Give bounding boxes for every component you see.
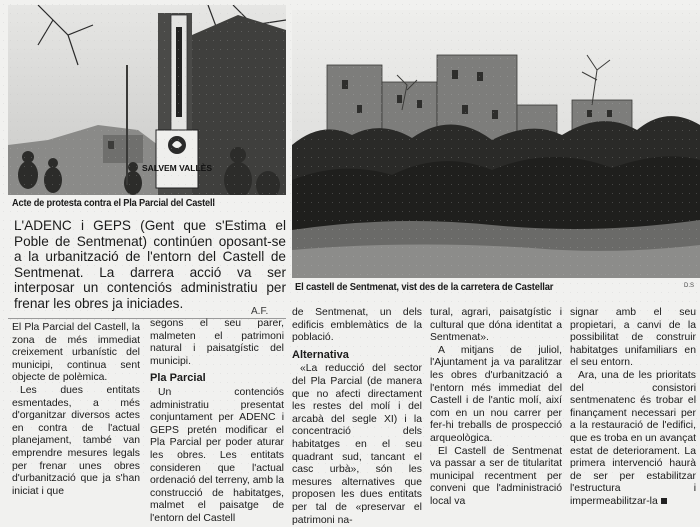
end-of-article-mark bbox=[661, 498, 667, 504]
column-4 bbox=[430, 307, 562, 509]
col2-paragraph-2: Un contenciós administratiu presentat conjuntament per ADENC i GEPS pretén modificar el Pla Parcial per poder aturar les obres. Les entitats consideren que l'actual ordenació del terreny, amb la construcció de habitatges, malmet el paisatge de l'entorn del Castell bbox=[150, 386, 284, 524]
protest-photo-image bbox=[8, 5, 286, 195]
col3-paragraph-1: de Sentmenat, un dels edificis emblemàtics de la població. bbox=[292, 307, 422, 344]
castle-photo-caption: El castell de Sentmenat, vist des de la carretera de Castellar bbox=[295, 281, 554, 293]
col3-heading: Alternativa bbox=[292, 348, 349, 361]
col2-heading: Pla Parcial bbox=[150, 372, 206, 385]
castle-photo bbox=[292, 10, 700, 278]
col4-paragraph-2: A mitjans de juliol, l'Ajuntament ja va paralitzar les obres d'urbanització a l'entorn més immediat del Castell i de l'antic molí, així com en un nou carrer per fer-hi treballs de prospecció arqueològica. bbox=[430, 344, 562, 444]
castle-photo-image bbox=[292, 10, 700, 278]
lead-paragraph: L'ADENC i GEPS (Gent que s'Estima el Poble de Sentmenat) continúen oposant-se a la urbanització de l'entorn del Castell de Sentmenat. La darrera acció va ser interposar un contenciós administratiu per frenar les obres ja iniciades. bbox=[14, 218, 286, 311]
col5-paragraph-1: signar amb el seu propietari, a canvi de la possibilitat de construir habitatges unifamiliars en el seu entorn. bbox=[570, 307, 696, 369]
castle-photo-credit: D.S bbox=[684, 283, 695, 289]
sign-text: SALVEM VALLÈS bbox=[141, 163, 213, 173]
col2-paragraph-1: segons el seu parer, malmeten el patrimoni natural i paisatgístic del municipi. bbox=[150, 318, 284, 367]
column-1 bbox=[12, 322, 140, 498]
column-5 bbox=[570, 307, 696, 509]
protest-photo bbox=[8, 5, 286, 195]
author-credit: A.F. bbox=[251, 306, 269, 317]
col1-paragraph-2: Les dues entitats esmentades, a més d'organitzar diversos actes en contra de l'actual planejament, també van emprendre mesures legals per frenar unes obres d'urbanització que ja s'han iniciat i que bbox=[12, 384, 140, 497]
column-2 bbox=[150, 318, 284, 526]
col1-paragraph-1: El Pla Parcial del Castell, la zona de més immediat creixement urbanístic del municipi, continua sent objecte de polèmica. bbox=[12, 322, 140, 384]
col4-paragraph-3: El Castell de Sentmenat va passar a ser de titularitat municipal recentment per conveni que l'administració local va bbox=[430, 445, 562, 507]
col4-paragraph-1: tural, agrari, paisatgístic i cultural que dóna identitat a Sentmenat». bbox=[430, 307, 562, 344]
column-3 bbox=[292, 307, 422, 527]
col5-paragraph-2 bbox=[570, 370, 696, 509]
col3-paragraph-2: «La reducció del sector del Pla Parcial (de manera que no afecti directament les restes del molí i del arcabà del segle XI) i la concentració dels habitatges en el seu quadrant sud, tancant el casc urbà», són les mesures alternatives que proposen les dues entitats per tal de «preservar el patrimoni na- bbox=[292, 363, 422, 526]
protest-photo-caption: Acte de protesta contra el Pla Parcial del Castell bbox=[12, 197, 215, 209]
col5-paragraph-2-text: Ara, una de les prioritats del consistori sentmenatenc és trobar el finançament necessari per a la restauració de l'edifici, que es troba en un avançat estat de deteriorament. La primera intervenció haurà de ser per estabilitzar l'estructura i impermeabilitzar-la bbox=[570, 369, 696, 507]
